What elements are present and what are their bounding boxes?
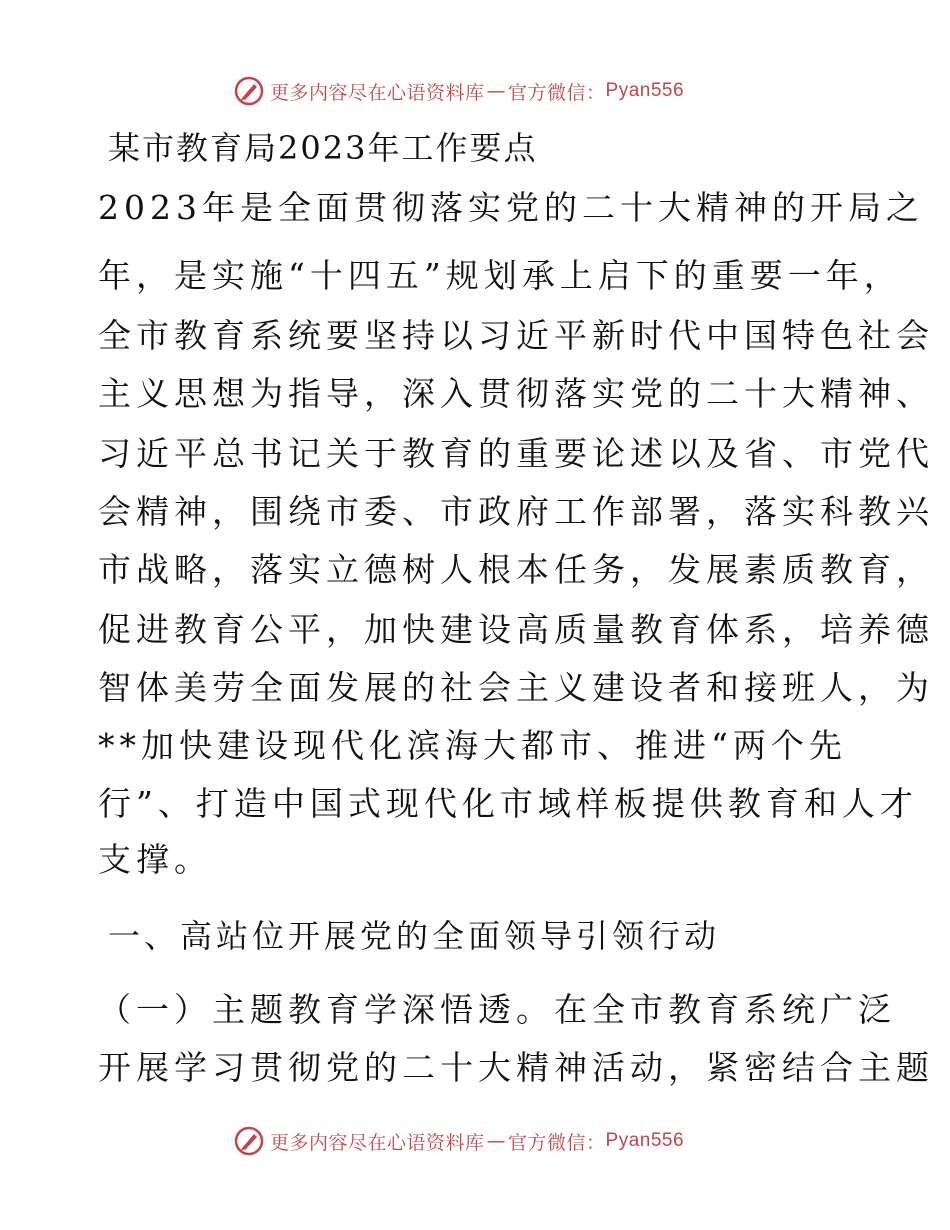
- intro-line: 习近平总书记关于教育的重要论述以及省、市党代: [98, 434, 934, 473]
- watermark-label: 官方微信：: [508, 81, 606, 104]
- intro-line: 行”、打造中国式现代化市域样板提供教育和人才: [98, 784, 918, 823]
- section-heading: 一、高站位开展党的全面领导引领行动: [108, 917, 721, 955]
- watermark-text: 更多内容尽在心语资料库: [270, 81, 485, 104]
- section-line: 开展学习贯彻党的二十大精神活动，紧密结合主题: [98, 1048, 934, 1087]
- watermark-header: [234, 74, 684, 108]
- quill-logo-icon: [234, 76, 264, 106]
- intro-line: 会精神，围绕市委、市政府工作部署，落实科教兴: [98, 492, 934, 531]
- watermark-footer: [234, 1124, 684, 1158]
- quill-logo-icon: [234, 1126, 264, 1156]
- intro-line: **加快建设现代化滨海大都市、推进“两个先: [98, 726, 847, 765]
- watermark-id: Pyan556: [605, 1130, 685, 1151]
- intro-line: 主义思想为指导，深入贯彻落实党的二十大精神、: [98, 374, 934, 413]
- document-title: 某市教育局2023年工作要点: [108, 129, 538, 167]
- intro-line: 智体美劳全面发展的社会主义建设者和接班人，为: [98, 668, 934, 707]
- watermark-label: 官方微信：: [508, 1131, 606, 1154]
- intro-line: 年，是实施“十四五”规划承上启下的重要一年，: [98, 256, 902, 295]
- intro-line: 促进教育公平，加快建设高质量教育体系，培养德: [98, 610, 934, 649]
- watermark-text: 更多内容尽在心语资料库: [270, 1131, 485, 1154]
- intro-line: 支撑。: [98, 840, 212, 879]
- watermark-separator: —: [486, 1130, 507, 1152]
- section-line: （一）主题教育学深悟透。在全市教育系统广泛: [98, 990, 896, 1029]
- intro-line: 全市教育系统要坚持以习近平新时代中国特色社会: [98, 316, 934, 355]
- intro-line: 2023年是全面贯彻落实党的二十大精神的开局之: [98, 188, 924, 227]
- watermark-id: Pyan556: [605, 80, 685, 101]
- watermark-separator: —: [486, 80, 507, 102]
- intro-line: 市战略，落实立德树人根本任务，发展素质教育，: [98, 550, 934, 589]
